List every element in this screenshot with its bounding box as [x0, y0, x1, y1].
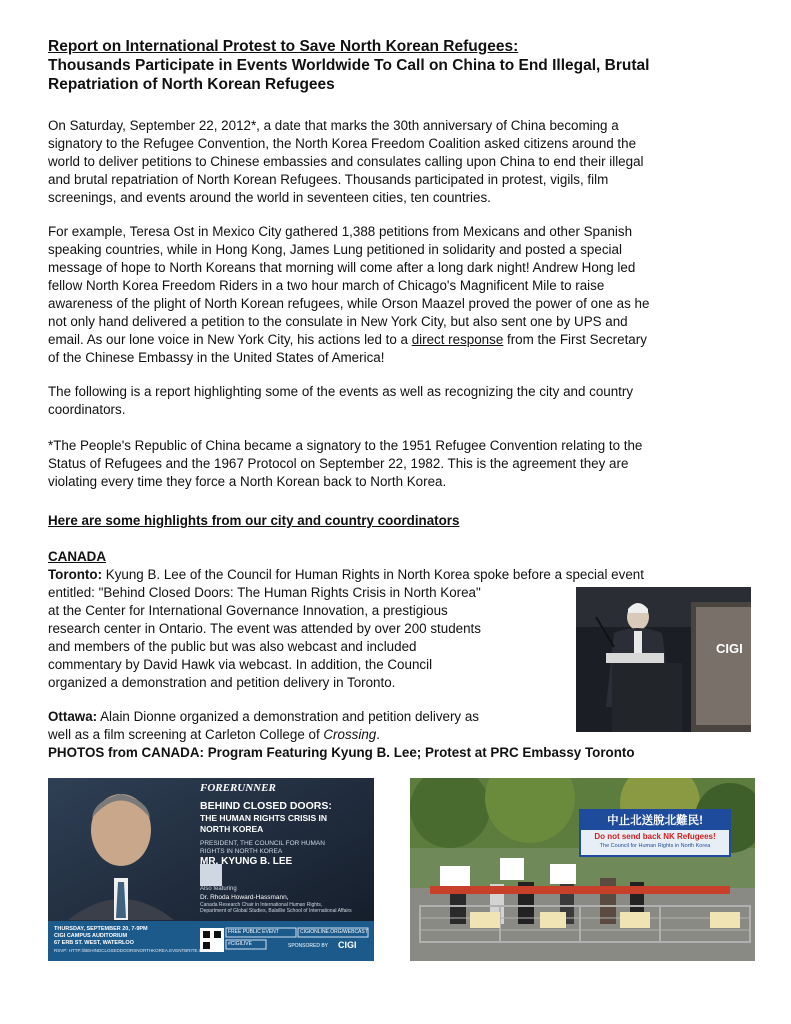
event-poster: FORERUNNER BEHIND CLOSED DOORS: THE HUMAN RIGHTS CRISIS IN NORTH KOREA PRESIDENT, THE COUNCIL FOR HUMAN RIGHTS IN NORTH KOREA MR. KYUNG B. LEE Also featuring Dr. Rhoda Howard-Hassmann, Canada Research Chair in International Human Rights, Department of Global Studies, Balsillie School of International Affairs THURSDAY, SEPTEMBER 20, 7-9PM CIGI CAMPUS AUDITORIUM 67 ERB ST. WEST, WATERLOO RSVP: HTTP://BEHINDCLOSEDDOORSNORTHKOREA.EVENTBRITE.COM FREE PUBLIC EVENT CIGIONLINE.ORG/WEBCAST #CIGILIVE SPONSORED BY CIGI: [48, 778, 374, 961]
protest-scene-image: [410, 778, 755, 961]
report-subtitle-line1: Thousands Participate in Events Worldwide To Call on China to End Illegal, Brutal: [48, 57, 650, 74]
canada-heading: CANADA: [48, 549, 107, 564]
direct-response-link[interactable]: direct response: [411, 332, 504, 347]
title-block: [48, 37, 754, 94]
toronto-section-body: entitled: "Behind Closed Doors: The Human Rights Crisis in North Korea" at the Center for International Governance Innovation, a prestigious research center in Ontario. The event was attended by over 200 students and members of the public but was also webcast and included commentary by David Hawk via webcast. In addition, the Council organized a demonstration and petition delivery in Toronto.: [48, 585, 481, 690]
highlights-heading: Here are some highlights from our city and country coordinators: [48, 513, 460, 528]
report-subtitle-line2: Repatriation of North Korean Refugees: [48, 76, 335, 93]
report-title: Report on International Protest to Save North Korean Refugees:: [48, 38, 519, 55]
speaker-at-lectern-image: [576, 587, 751, 732]
poster-sponsor-logo: CIGI: [338, 940, 357, 950]
ottawa-section: Ottawa: Alain Dionne organized a demonstration and petition delivery as well as a film screening at Carleton College of Crossing.: [48, 709, 479, 742]
paragraph-footnote: *The People's Republic of China became a signatory to the 1951 Refugee Convention relating to the Status of Refugees and the 1967 Protocol on September 22, 1982. This is the agreement they are violating every time they force a North Korean back to North Korea.: [48, 438, 643, 489]
photos-caption: PHOTOS from CANADA: Program Featuring Kyung B. Lee; Protest at PRC Embassy Toronto: [48, 745, 635, 760]
poster-speaker: MR. KYUNG B. LEE: [200, 856, 293, 867]
toronto-section: Toronto: Kyung B. Lee of the Council for Human Rights in North Korea spoke before a special event: [48, 567, 644, 582]
protest-banner-english: Do not send back NK Refugees!: [594, 832, 716, 841]
ottawa-label: Ottawa:: [48, 709, 98, 724]
poster-headline: BEHIND CLOSED DOORS:: [200, 800, 332, 812]
poster-brand: FORERUNNER: [200, 782, 276, 794]
toronto-label: Toronto:: [48, 567, 103, 582]
lectern-logo: CIGI: [716, 641, 743, 656]
paragraph-report-intro: The following is a report highlighting some of the events as well as recognizing the city and country coordinators.: [48, 384, 634, 417]
speaker-photo: [576, 587, 751, 732]
protest-banner-org: The Council for Human Rights in North Korea: [599, 843, 711, 849]
paragraph-intro: On Saturday, September 22, 2012*, a date that marks the 30th anniversary of China becoming a signatory to the Refugee Convention, the North Korea Freedom Coalition asked citizens around the world to deliver petitions to Chinese embassies and consulates calling upon China to end their illegal and brutal repatriation of North Korean Refugees. Thousands participated in protest, vigils, film screenings, and events around the world in seventeen cities, ten countries.: [48, 118, 644, 205]
film-title: Crossing: [323, 727, 377, 742]
protest-banner-chinese: 中止北送脫北難民!: [607, 815, 703, 827]
protest-photo: [410, 778, 755, 961]
paragraph-examples: For example, Teresa Ost in Mexico City gathered 1,388 petitions from Mexicans and other Spanish speaking countries, while in Hong Kong, James Lung petitioned in solidarity and posted a special message of hope to North Koreans that morning will come after a long dark night! Andrew Hong led fellow North Korea Freedom Riders in a two hour march of Chicago's Magnificent Mile to raise awareness of the plight of North Korean refugees, while Orson Maazel proved the power of one as he not only hand delivered a petition to the consulate in New York City, but also sent one by UPS and email. As our lone voice in New York City, his actions led to a direct response from the First Secretary of the Chinese Embassy in the United States of America!: [48, 224, 650, 365]
